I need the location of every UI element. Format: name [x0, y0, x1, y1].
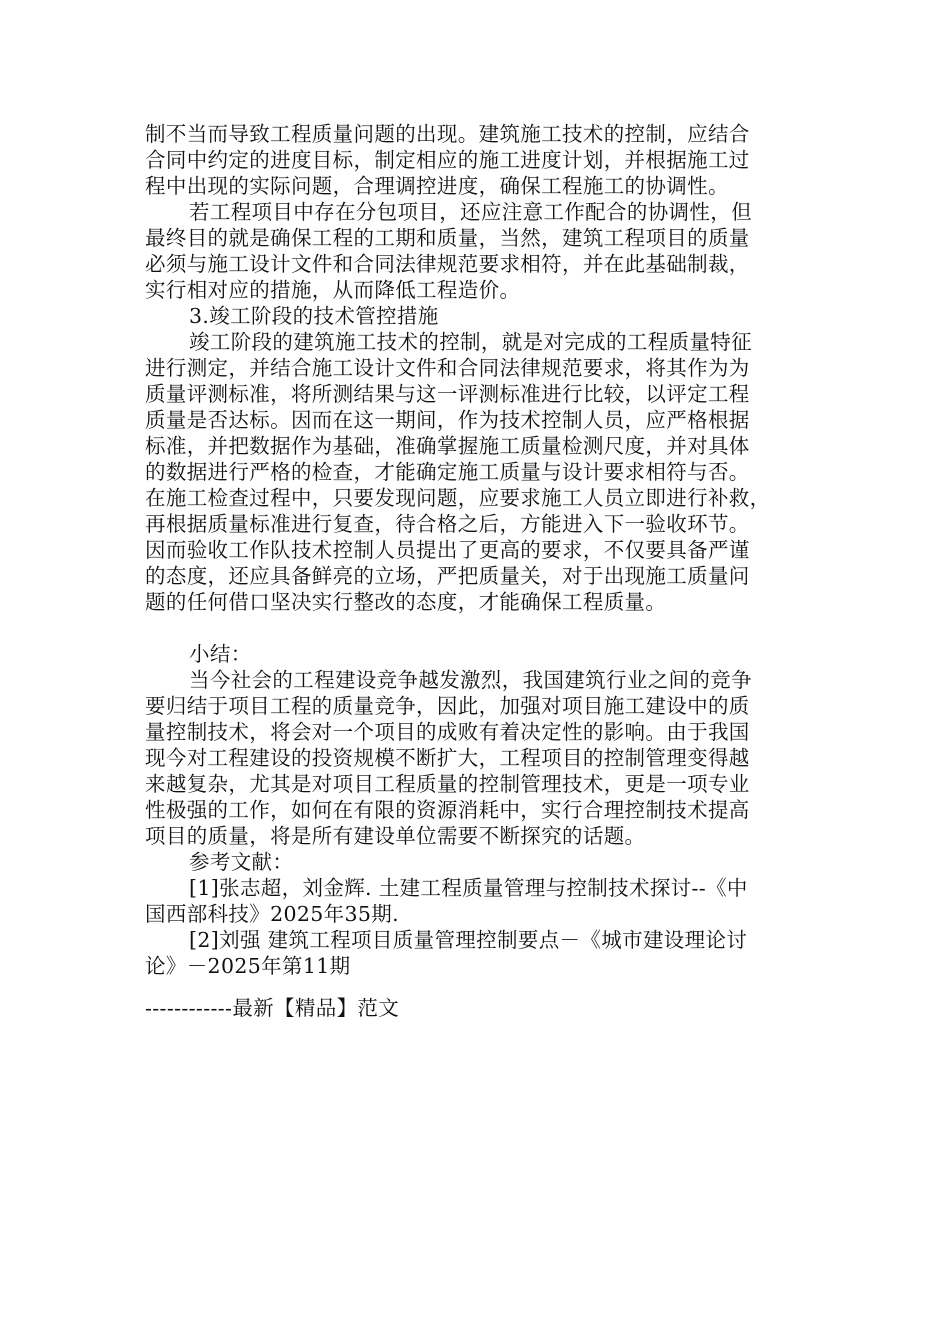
text-line: 现今对工程建设的投资规模不断扩大，工程项目的控制管理变得越 [145, 746, 750, 770]
text-line: 论》－2025年第11期 [145, 954, 351, 978]
text-line: 当今社会的工程建设竞争越发激烈，我国建筑行业之间的竞争 [189, 668, 752, 692]
text-line: 的数据进行严格的检查，才能确定施工质量与设计要求相符与否。 [145, 460, 750, 484]
text-line: 制不当而导致工程质量问题的出现。建筑施工技术的控制，应结合 [145, 122, 750, 146]
text-line: 实行相对应的措施，从而降低工程造价。 [145, 278, 521, 302]
text-line: 性极强的工作，如何在有限的资源消耗中，实行合理控制技术提高 [145, 798, 750, 822]
text-line: 国西部科技》2025年35期. [145, 902, 400, 926]
summary [145, 667, 805, 849]
text-line: 若工程项目中存在分包项目，还应注意工作配合的协调性，但 [189, 200, 752, 224]
para-3 [145, 329, 805, 615]
heading-3 [145, 303, 805, 329]
text-line: [1]张志超，刘金辉. 土建工程质量管理与控制技术探讨--《中 [189, 876, 748, 900]
blank-line [145, 615, 805, 641]
text-line: [2]刘强 建筑工程项目质量管理控制要点－《城市建设理论讨 [189, 928, 748, 952]
text-line: 进行测定，并结合施工设计文件和合同法律规范要求，将其作为为 [145, 356, 750, 380]
text-line: 3.竣工阶段的技术管控措施 [189, 304, 439, 328]
text-line: 质量是否达标。因而在这一期间，作为技术控制人员，应严格根据 [145, 408, 750, 432]
reference-2 [145, 927, 805, 979]
text-line: 项目的质量，将是所有建设单位需要不断探究的话题。 [145, 824, 646, 848]
text-line: 量控制技术，将会对一个项目的成败有着决定性的影响。由于我国 [145, 720, 750, 744]
text-line: 标准，并把数据作为基础，准确掌握施工质量检测尺度，并对具体 [145, 434, 750, 458]
document-body [145, 121, 805, 979]
text-line: 题的任何借口坚决实行整改的态度，才能确保工程质量。 [145, 590, 667, 614]
text-line: 再根据质量标准进行复查，待合格之后，方能进入下一验收环节。 [145, 512, 750, 536]
summary-heading [145, 641, 805, 667]
text-line: 在施工检查过程中，只要发现问题，应要求施工人员立即进行补救， [145, 486, 771, 510]
text-line: 质量评测标准，将所测结果与这一评测标准进行比较，以评定工程 [145, 382, 750, 406]
footer-text: ------------最新【精品】范文 [145, 996, 400, 1020]
text-line: 合同中约定的进度目标，制定相应的施工进度计划，并根据施工过 [145, 148, 750, 172]
text-line: 必须与施工设计文件和合同法律规范要求相符，并在此基础制裁， [145, 252, 750, 276]
text-line: 程中出现的实际问题，合理调控进度，确保工程施工的协调性。 [145, 174, 729, 198]
text-line: 参考文献： [189, 850, 294, 874]
text-line: 最终目的就是确保工程的工期和质量，当然，建筑工程项目的质量 [145, 226, 750, 250]
text-line: 来越复杂，尤其是对项目工程质量的控制管理技术，更是一项专业 [145, 772, 750, 796]
text-line: 竣工阶段的建筑施工技术的控制，就是对完成的工程质量特征 [189, 330, 752, 354]
para-1 [145, 121, 805, 199]
reference-1 [145, 875, 805, 927]
text-line: 小结： [189, 642, 252, 666]
text-line: 因而验收工作队技术控制人员提出了更高的要求，不仅要具备严谨 [145, 538, 750, 562]
text-line: 的态度，还应具备鲜亮的立场，严把质量关，对于出现施工质量问 [145, 564, 750, 588]
text-line: 要归结于项目工程的质量竞争，因此，加强对项目施工建设中的质 [145, 694, 750, 718]
references-heading [145, 849, 805, 875]
para-2 [145, 199, 805, 303]
